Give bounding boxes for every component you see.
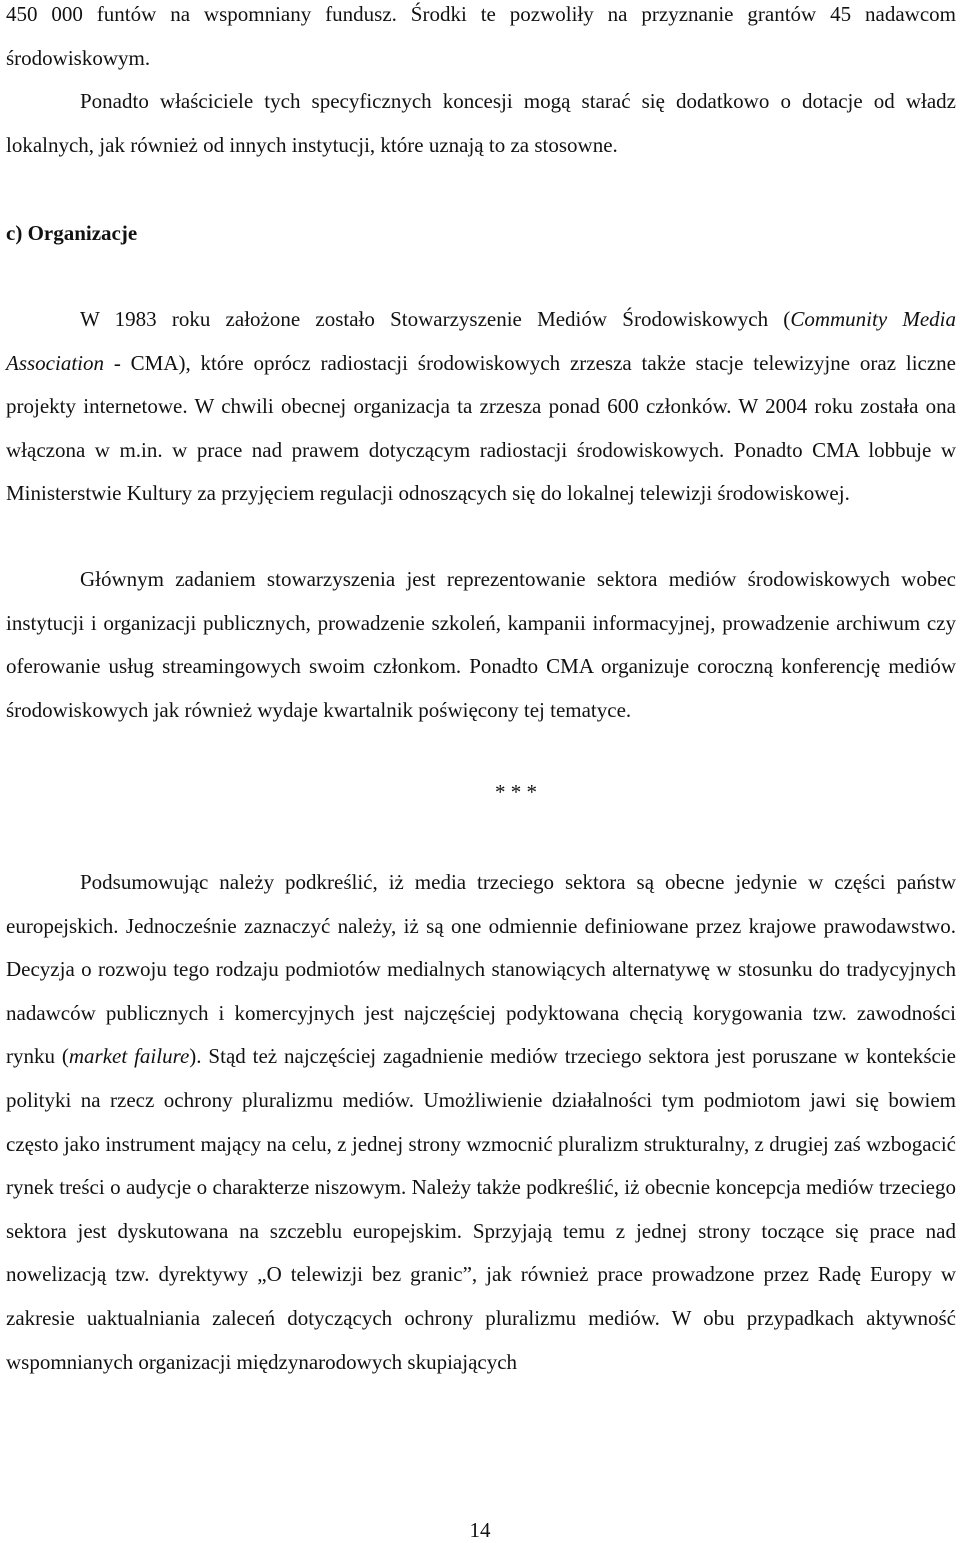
cma-italic-name: Community Media Association — [6, 307, 956, 375]
cma-text-part2: - CMA), które oprócz radiostacji środowiskowych zrzesza także stacje telewizyjne oraz liczne projekty internetowe. W chwili obecnej organizacja ta zrzesza ponad 600 członków. W 2004 roku została ona włączona w m.in. w prace nad prawem dotyczącym radiostacji środowiskowych. Ponadto CMA lobbuje w Ministerstwie Kultury za przyjęciem regulacji odnoszących się do lokalnej telewizji środowiskowej. — [6, 350, 956, 506]
summary-paragraph-block — [6, 861, 956, 1384]
page-number: 14 — [469, 1518, 491, 1542]
top-paragraph-block — [6, 0, 956, 167]
summary-text-part2: ). Stąd też najczęściej zagadnienie mediów trzeciego sektora jest poruszane w kontekście polityki na rzecz ochrony pluralizmu mediów. Umożliwienie działalności tym podmiotom jawi się bowiem często jako instrument mający na celu, z jednej strony wzmocnić pluralizm strukturalny, z drugiej zaś wzbogacić rynek treści o audycje o charakterze niszowym. Należy także podkreślić, iż obecnie koncepcja mediów trzeciego sektora jest dyskutowana na szczeblu europejskim. Sprzyjają temu z jednej strony toczące się prace nad nowelizacją tzw. dyrektywy „O telewizji bez granic”, jak również prace prowadzone przez Radę Europy w zakresie uaktualniania zaleceń dotyczących ochrony pluralizmu mediów. W obu przypadkach aktywność wspomnianych organizacji międzynarodowych skupiających — [6, 1044, 956, 1374]
paragraph-cma-tasks: Głównym zadaniem stowarzyszenia jest reprezentowanie sektora mediów środowiskowych wobec instytucji i organizacji publicznych, prowadzenie szkoleń, kampanii informacyjnej, prowadzenie archiwum czy oferowanie usług streamingowych swoim członkom. Ponadto CMA organizuje coroczną konferencję mediów środowiskowych jak również wydaje kwartalnik poświęcony tej tematyce. — [6, 567, 956, 722]
paragraph-funding-continuation: 450 000 funtów na wspomniany fundusz. Środki te pozwoliły na przyznanie grantów 45 nadawcom środowiskowym. — [6, 2, 956, 70]
paragraph-cma-founding — [6, 298, 956, 516]
paragraph-summary — [6, 861, 956, 1384]
summary-italic-term: market failure — [68, 1044, 190, 1069]
paragraph-additional-grants: Ponadto właściciele tych specyficznych koncesji mogą starać się dodatkowo o dotacje od władz lokalnych, jak również od innych instytucji, które uznają to za stosowne. — [6, 89, 956, 157]
cma-paragraph-block — [6, 298, 956, 516]
cma-text-part1: W 1983 roku założone zostało Stowarzyszenie Mediów Środowiskowych ( — [80, 307, 791, 331]
section-heading: c) Organizacje — [6, 221, 138, 245]
summary-text-part1: Podsumowując należy podkreślić, iż media trzeciego sektora są obecne jedynie w części państw europejskich. Jednocześnie zaznaczyć należy, iż są one odmiennie definiowane przez krajowe prawodawstwo. Decyzja o rozwoju tego rodzaju podmiotów medialnych stanowiących alternatywę w stosunku do tradycyjnych nadawców publicznych i komercyjnych jest najczęściej podyktowana chęcią korygowania tzw. zawodności rynku ( — [6, 870, 956, 1069]
section-separator: * * * — [495, 780, 537, 804]
tasks-paragraph-block — [6, 558, 956, 732]
